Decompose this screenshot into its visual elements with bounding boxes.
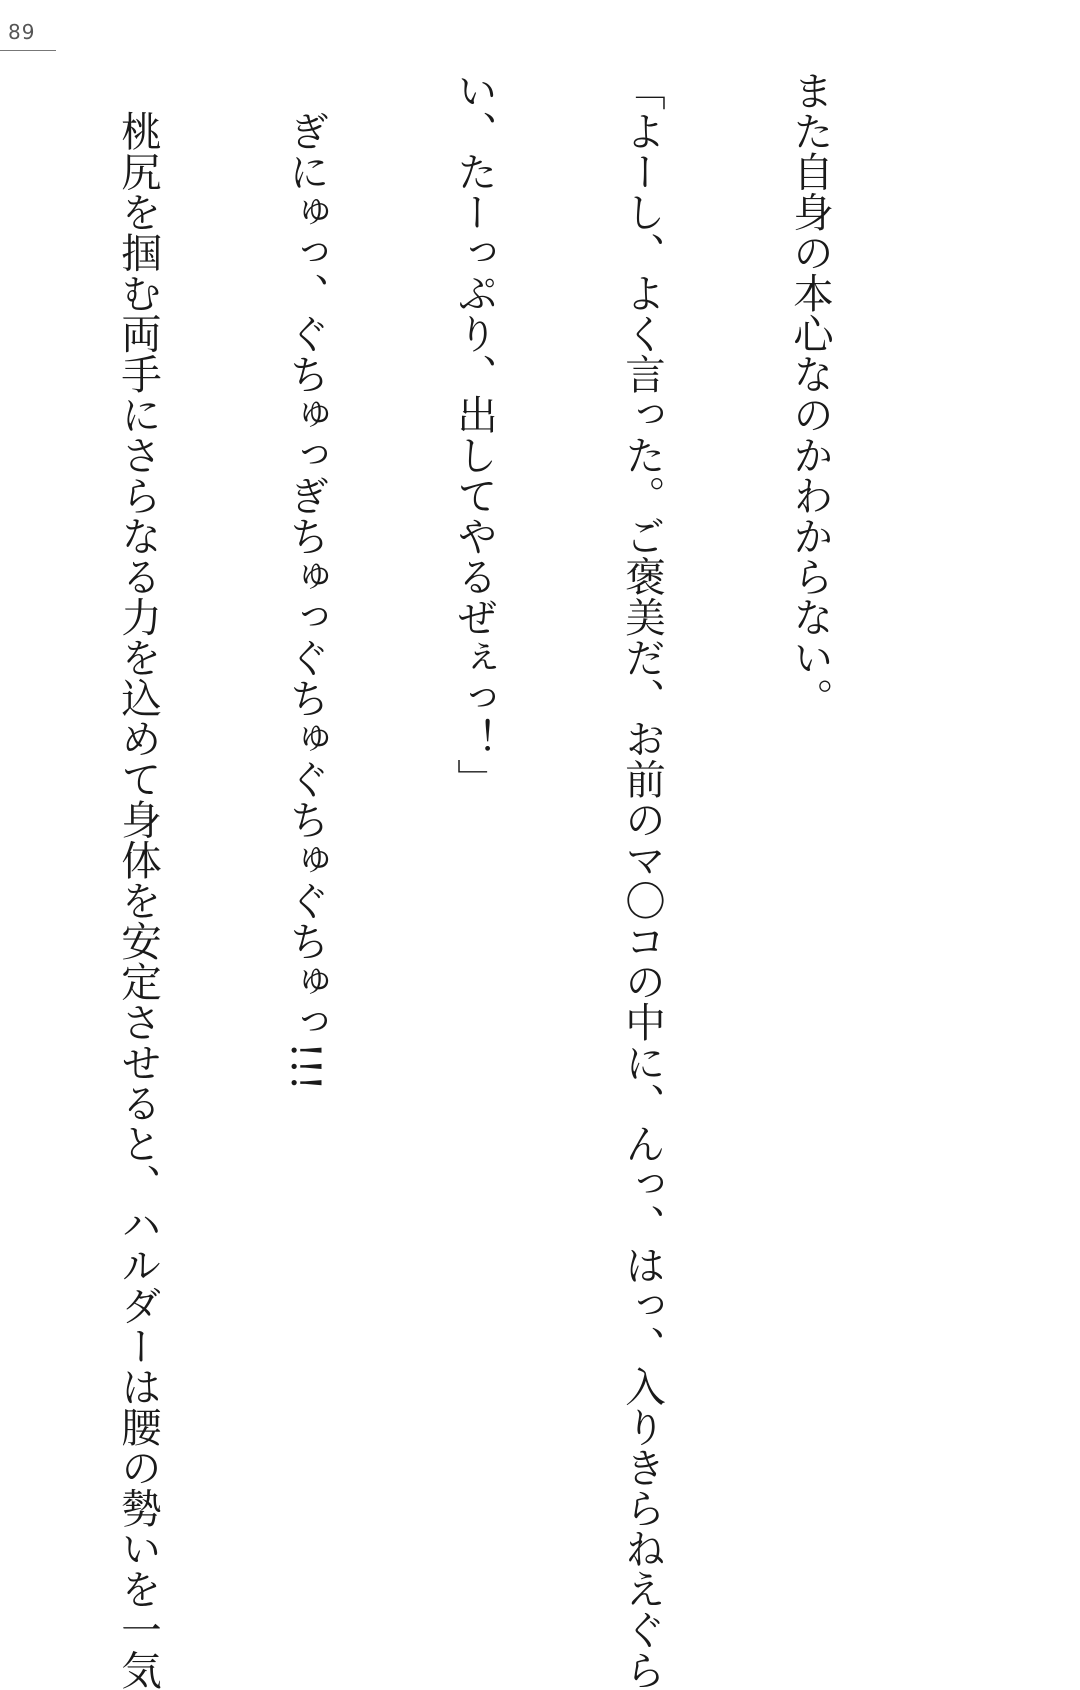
vertical-text-body (0, 70, 950, 1690)
text-line: 「よーし、よく言った。ご褒美だ、お前のマ〇コの中に、んっ、はっ、入りきらねえぐら (618, 70, 666, 1690)
text-line: また自身の本心なのかわからない。 (786, 70, 834, 718)
text-line: い、たーっぷり、出してやるぜぇっ！」 (450, 70, 498, 799)
text-line: ぎにゅっ、ぐちゅっぎちゅっぐちゅぐちゅぐちゅっ!!! (282, 70, 330, 1091)
page-number-rule (0, 50, 56, 51)
text-line: 桃尻を掴む両手にさらなる力を込めて身体を安定させると、ハルダーは腰の勢いを一気 (114, 70, 162, 1690)
page-number: 89 (8, 20, 36, 44)
